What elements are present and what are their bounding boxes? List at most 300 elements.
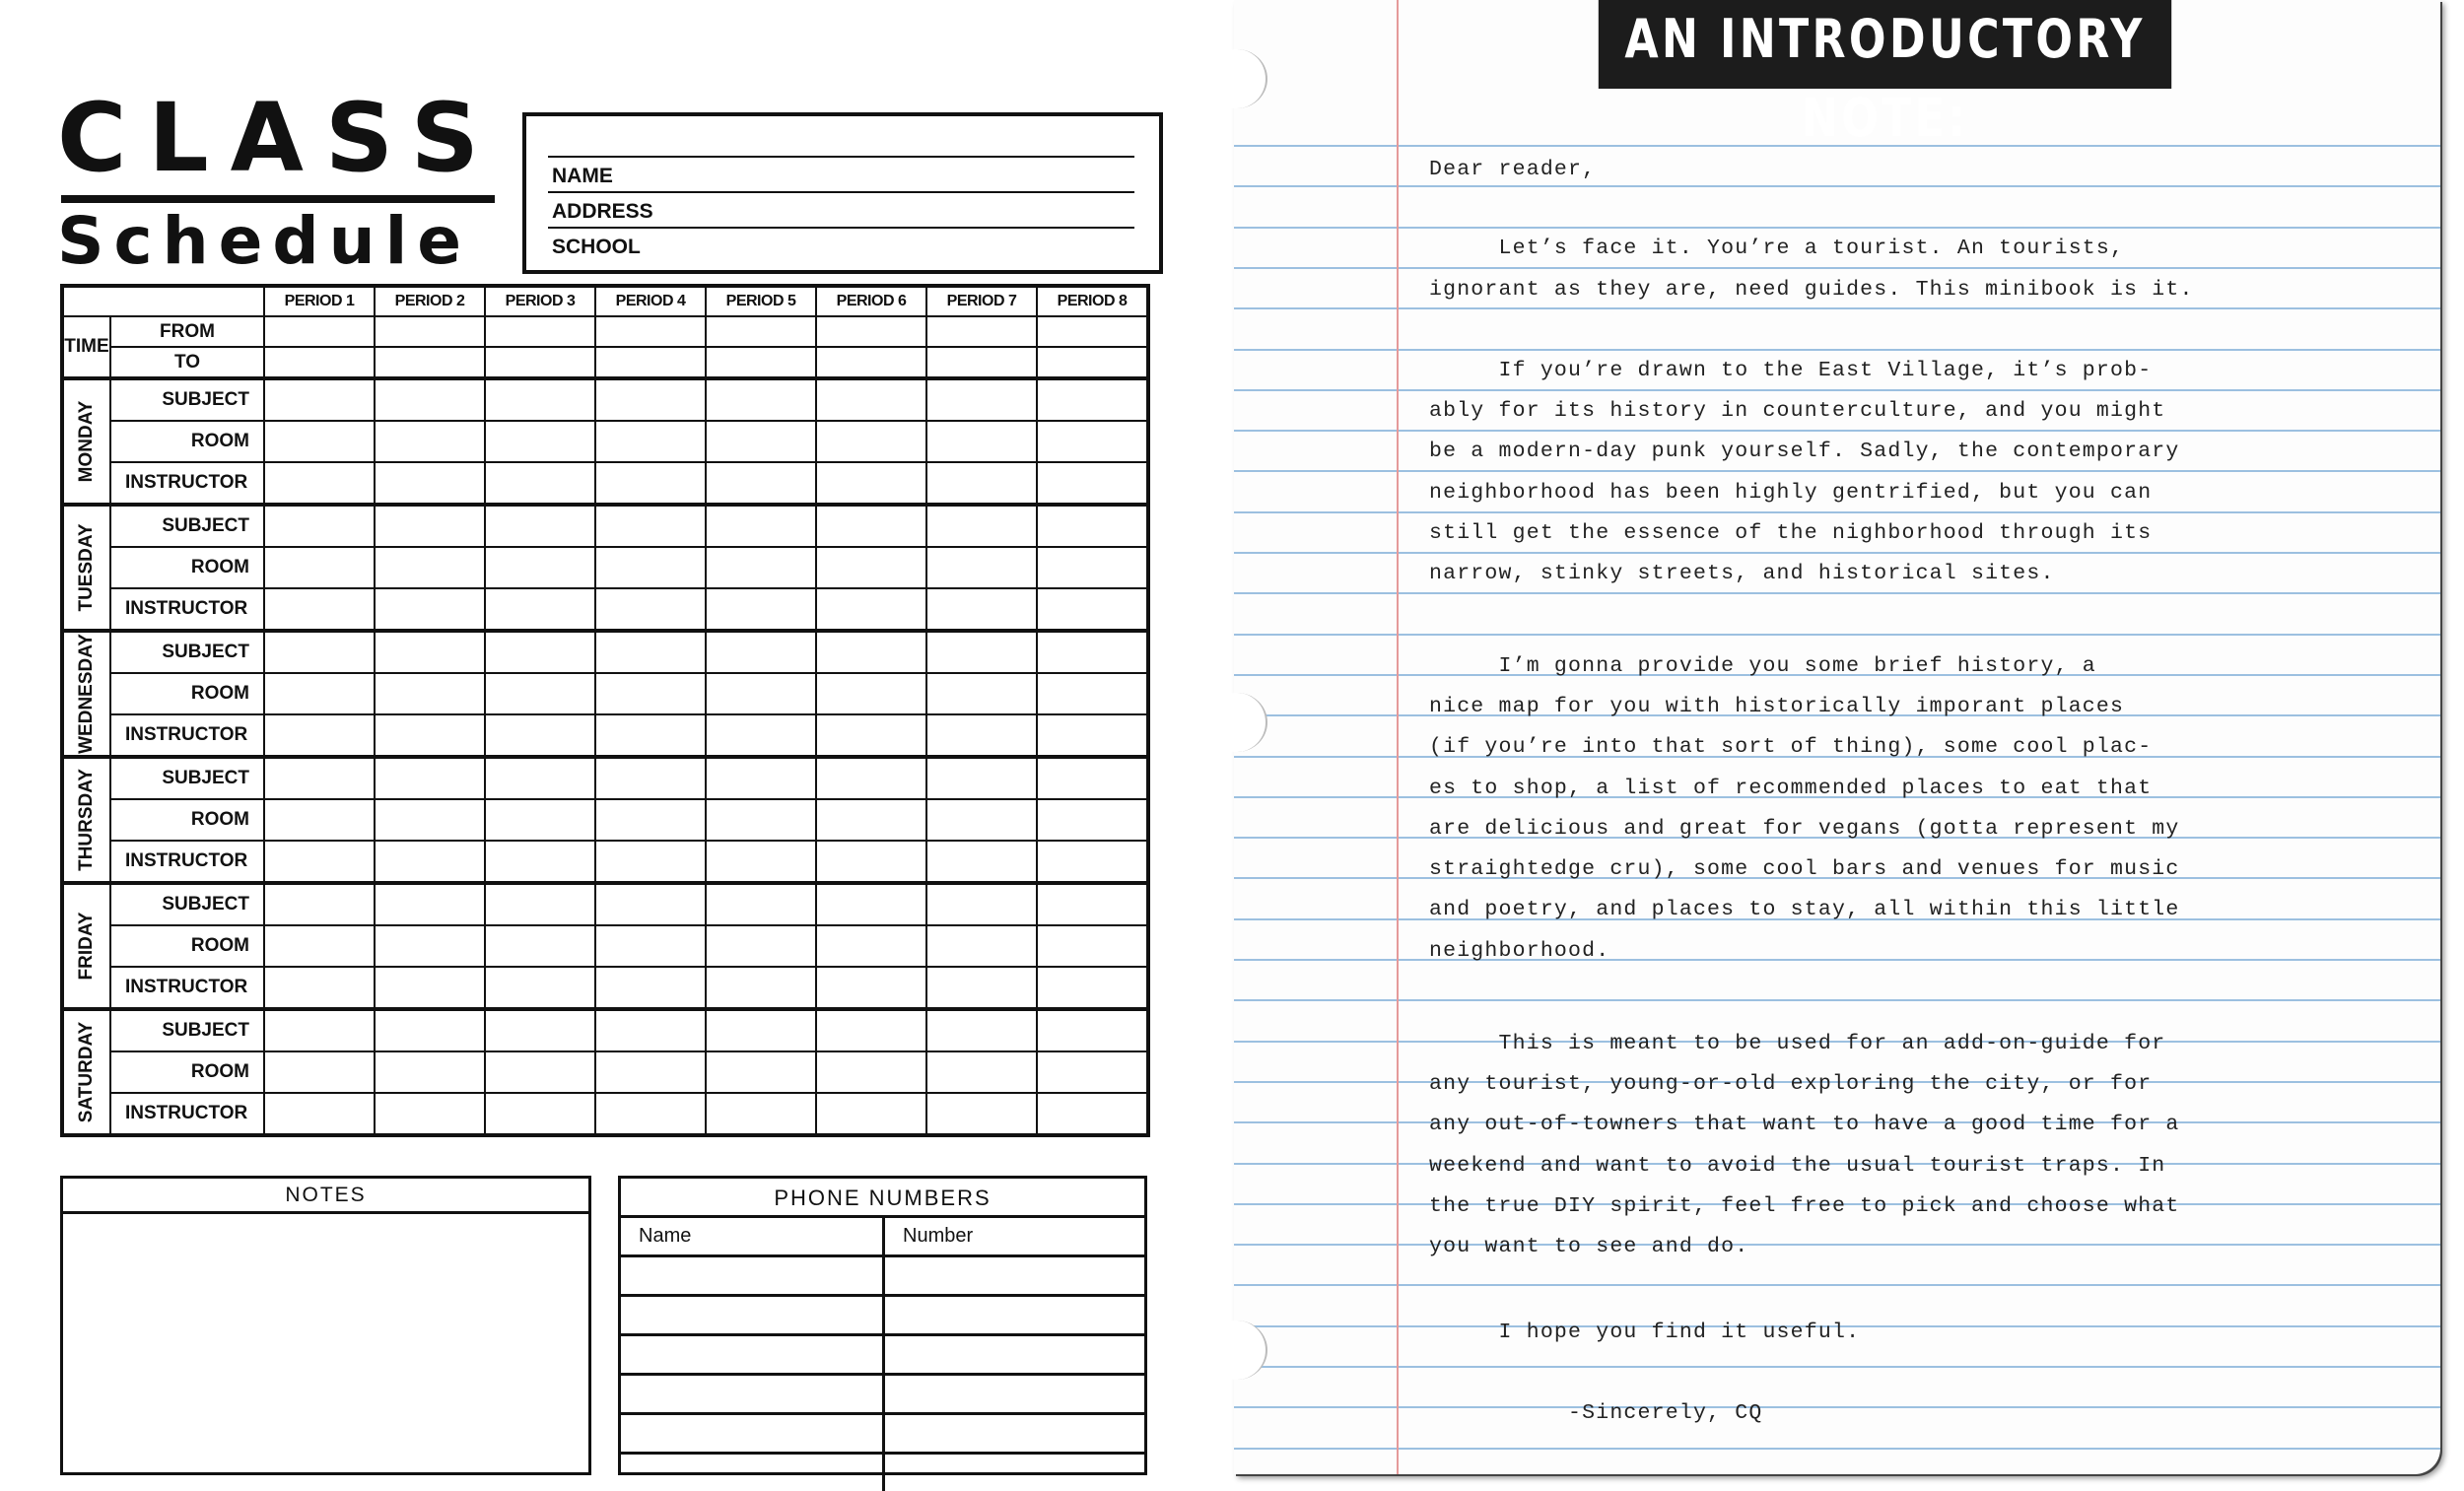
day-row	[62, 588, 1148, 631]
schedule-cell[interactable]	[1037, 631, 1148, 673]
schedule-cell[interactable]	[485, 883, 595, 925]
schedule-cell[interactable]	[375, 841, 485, 883]
schedule-cell[interactable]	[595, 673, 706, 714]
phone-number-cell[interactable]	[884, 1454, 1145, 1491]
phone-name-cell[interactable]	[621, 1296, 884, 1335]
schedule-cell[interactable]	[264, 347, 375, 378]
schedule-cell[interactable]	[926, 505, 1037, 547]
schedule-cell[interactable]	[264, 378, 375, 421]
schedule-cell[interactable]	[264, 1009, 375, 1051]
period-header: PERIOD 4	[595, 286, 706, 316]
row-label: INSTRUCTOR	[110, 462, 264, 505]
schedule-cell[interactable]	[485, 588, 595, 631]
day-label: TUESDAY	[76, 523, 98, 611]
period-header: PERIOD 8	[1037, 286, 1148, 316]
schedule-cell[interactable]	[816, 925, 926, 967]
ruled-line	[1234, 959, 2440, 961]
phone-number-cell[interactable]	[884, 1296, 1145, 1335]
schedule-cell[interactable]	[926, 883, 1037, 925]
phone-name-cell[interactable]	[621, 1335, 884, 1375]
schedule-cell[interactable]	[264, 883, 375, 925]
schedule-cell[interactable]	[375, 1009, 485, 1051]
period-header: PERIOD 1	[264, 286, 375, 316]
note-line: I hope you find it useful.	[1429, 1321, 1860, 1344]
row-label: SUBJECT	[110, 883, 264, 925]
row-label: INSTRUCTOR	[110, 841, 264, 883]
note-line: neighborhood.	[1429, 939, 1609, 963]
schedule-cell[interactable]	[485, 1009, 595, 1051]
day-label-cell	[62, 757, 110, 883]
schedule-cell[interactable]	[926, 799, 1037, 841]
schedule-cell[interactable]	[375, 631, 485, 673]
ruled-line	[1234, 470, 2440, 472]
day-row	[62, 462, 1148, 505]
note-line: ably for its history in counterculture, and you might	[1429, 399, 2165, 423]
schedule-cell[interactable]	[816, 967, 926, 1009]
ruled-line	[1234, 185, 2440, 187]
note-line: This is meant to be used for an add-on-guide for	[1429, 1032, 2165, 1055]
note-line: any tourist, young-or-old exploring the city, or for	[1429, 1072, 2152, 1096]
schedule-cell[interactable]	[926, 378, 1037, 421]
schedule-cell[interactable]	[485, 505, 595, 547]
schedule-cell[interactable]	[264, 631, 375, 673]
schedule-cell[interactable]	[1037, 421, 1148, 462]
schedule-cell[interactable]	[816, 588, 926, 631]
ruled-line	[1234, 307, 2440, 309]
notes-heading: NOTES	[63, 1179, 588, 1214]
schedule-cell[interactable]	[485, 462, 595, 505]
schedule-cell[interactable]	[264, 588, 375, 631]
binder-hole	[1206, 49, 1267, 108]
row-label: ROOM	[110, 673, 264, 714]
info-box	[522, 112, 1163, 274]
schedule-cell[interactable]	[264, 757, 375, 799]
schedule-cell[interactable]	[1037, 462, 1148, 505]
ruled-line	[1234, 592, 2440, 594]
schedule-cell[interactable]	[1037, 1093, 1148, 1135]
schedule-cell[interactable]	[816, 378, 926, 421]
schedule-cell[interactable]	[595, 378, 706, 421]
schedule-cell[interactable]	[1037, 714, 1148, 757]
ruled-line	[1234, 634, 2440, 636]
schedule-cell[interactable]	[816, 1093, 926, 1135]
schedule-cell[interactable]	[595, 883, 706, 925]
phone-name-cell[interactable]	[621, 1454, 884, 1491]
schedule-table	[60, 284, 1150, 1137]
schedule-cell[interactable]	[706, 714, 816, 757]
schedule-cell[interactable]	[706, 883, 816, 925]
schedule-cell[interactable]	[485, 547, 595, 588]
schedule-cell[interactable]	[485, 347, 595, 378]
schedule-cell[interactable]	[706, 673, 816, 714]
schedule-cell[interactable]	[485, 925, 595, 967]
schedule-cell[interactable]	[264, 673, 375, 714]
schedule-cell[interactable]	[926, 841, 1037, 883]
schedule-cell[interactable]	[375, 1051, 485, 1093]
row-label: SUBJECT	[110, 1009, 264, 1051]
schedule-cell[interactable]	[485, 841, 595, 883]
day-row	[62, 757, 1148, 799]
phone-number-cell[interactable]	[884, 1335, 1145, 1375]
ruled-line	[1234, 1406, 2440, 1408]
period-header: PERIOD 6	[816, 286, 926, 316]
schedule-cell[interactable]	[926, 462, 1037, 505]
intro-banner: AN INTRODUCTORY NOTE:	[1599, 0, 2171, 89]
schedule-cell[interactable]	[1037, 1051, 1148, 1093]
schedule-cell[interactable]	[485, 757, 595, 799]
schedule-cell[interactable]	[926, 547, 1037, 588]
day-row	[62, 883, 1148, 925]
ruled-line	[1234, 999, 2440, 1001]
schedule-cell[interactable]	[595, 547, 706, 588]
schedule-cell[interactable]	[375, 547, 485, 588]
schedule-cell[interactable]	[926, 757, 1037, 799]
schedule-cell[interactable]	[816, 631, 926, 673]
schedule-cell[interactable]	[816, 1051, 926, 1093]
schedule-cell[interactable]	[595, 421, 706, 462]
schedule-cell[interactable]	[264, 462, 375, 505]
day-label: THURSDAY	[76, 769, 98, 871]
note-line: the true DIY spirit, feel free to pick and choose what	[1429, 1194, 2180, 1218]
schedule-cell[interactable]	[264, 505, 375, 547]
corner-cell	[62, 286, 264, 316]
schedule-cell[interactable]	[485, 799, 595, 841]
schedule-cell[interactable]	[264, 1051, 375, 1093]
schedule-cell[interactable]	[264, 547, 375, 588]
schedule-cell[interactable]	[1037, 757, 1148, 799]
ruled-line	[1234, 1244, 2440, 1246]
row-label: INSTRUCTOR	[110, 714, 264, 757]
schedule-cell[interactable]	[706, 799, 816, 841]
schedule-cell[interactable]	[706, 547, 816, 588]
schedule-cell[interactable]	[595, 967, 706, 1009]
schedule-cell[interactable]	[706, 505, 816, 547]
phone-number-header: Number	[884, 1218, 1145, 1256]
day-row	[62, 378, 1148, 421]
note-line: straightedge cru), some cool bars and venues for music	[1429, 857, 2180, 881]
schedule-cell[interactable]	[375, 347, 485, 378]
schedule-cell[interactable]	[264, 1093, 375, 1135]
schedule-cell[interactable]	[595, 505, 706, 547]
phone-numbers-box	[618, 1176, 1147, 1475]
schedule-cell[interactable]	[926, 421, 1037, 462]
class-schedule-page	[0, 0, 1227, 1478]
schedule-cell[interactable]	[816, 883, 926, 925]
schedule-cell[interactable]	[375, 967, 485, 1009]
schedule-cell[interactable]	[816, 547, 926, 588]
schedule-cell[interactable]	[485, 714, 595, 757]
schedule-cell[interactable]	[926, 1009, 1037, 1051]
schedule-cell[interactable]	[485, 1093, 595, 1135]
day-row	[62, 925, 1148, 967]
day-label: MONDAY	[76, 401, 98, 483]
day-row	[62, 673, 1148, 714]
schedule-cell[interactable]	[706, 1051, 816, 1093]
school-field[interactable]: SCHOOL	[548, 229, 1134, 262]
row-label: INSTRUCTOR	[110, 967, 264, 1009]
note-line: and poetry, and places to stay, all within this little	[1429, 898, 2180, 921]
schedule-cell[interactable]	[595, 316, 706, 347]
schedule-cell[interactable]	[706, 316, 816, 347]
note-line: ignorant as they are, need guides. This minibook is it.	[1429, 278, 2194, 302]
ruled-line	[1234, 1366, 2440, 1368]
note-line: nice map for you with historically imporant places	[1429, 695, 2124, 718]
day-row	[62, 1093, 1148, 1135]
schedule-cell[interactable]	[706, 1093, 816, 1135]
schedule-cell[interactable]	[816, 841, 926, 883]
phone-row	[621, 1454, 1144, 1491]
schedule-cell[interactable]	[595, 588, 706, 631]
day-label: FRIDAY	[76, 913, 98, 981]
schedule-cell[interactable]	[485, 967, 595, 1009]
schedule-cell[interactable]	[706, 347, 816, 378]
day-row	[62, 1051, 1148, 1093]
phone-number-cell[interactable]	[884, 1256, 1145, 1296]
ruled-line	[1234, 511, 2440, 513]
schedule-cell[interactable]	[595, 757, 706, 799]
schedule-cell[interactable]	[816, 505, 926, 547]
note-line: es to shop, a list of recommended places to eat that	[1429, 777, 2152, 800]
note-line: (if you’re into that sort of thing), some cool plac-	[1429, 735, 2152, 759]
schedule-cell[interactable]	[1037, 547, 1148, 588]
schedule-cell[interactable]	[375, 462, 485, 505]
name-field[interactable]: NAME	[548, 158, 1134, 193]
time-row-label: FROM	[110, 316, 264, 347]
schedule-cell[interactable]	[595, 1051, 706, 1093]
note-line: neighborhood has been highly gentrified, but you can	[1429, 481, 2152, 505]
schedule-cell[interactable]	[375, 925, 485, 967]
title-schedule: Schedule	[57, 209, 471, 274]
day-row	[62, 799, 1148, 841]
schedule-cell[interactable]	[926, 316, 1037, 347]
schedule-cell[interactable]	[706, 757, 816, 799]
schedule-cell[interactable]	[595, 714, 706, 757]
schedule-cell[interactable]	[926, 1093, 1037, 1135]
schedule-cell[interactable]	[926, 588, 1037, 631]
schedule-cell[interactable]	[706, 967, 816, 1009]
day-row	[62, 714, 1148, 757]
schedule-cell[interactable]	[595, 925, 706, 967]
schedule-cell[interactable]	[816, 421, 926, 462]
period-header: PERIOD 2	[375, 286, 485, 316]
note-line: Let’s face it. You’re a tourist. An tourists,	[1429, 237, 2124, 260]
schedule-cell[interactable]	[264, 925, 375, 967]
period-header-row	[62, 286, 1148, 316]
phone-number-cell[interactable]	[884, 1414, 1145, 1454]
day-row	[62, 547, 1148, 588]
ruled-line	[1234, 1284, 2440, 1286]
schedule-cell[interactable]	[595, 347, 706, 378]
schedule-cell[interactable]	[485, 673, 595, 714]
schedule-cell[interactable]	[485, 316, 595, 347]
phone-row	[621, 1335, 1144, 1375]
schedule-cell[interactable]	[375, 421, 485, 462]
schedule-cell[interactable]	[375, 714, 485, 757]
schedule-cell[interactable]	[816, 714, 926, 757]
row-label: SUBJECT	[110, 631, 264, 673]
note-line: weekend and want to avoid the usual tourist traps. In	[1429, 1154, 2165, 1178]
schedule-cell[interactable]	[595, 841, 706, 883]
schedule-cell[interactable]	[706, 925, 816, 967]
note-line: Dear reader,	[1429, 158, 1596, 181]
day-row	[62, 841, 1148, 883]
schedule-cell[interactable]	[264, 316, 375, 347]
schedule-cell[interactable]	[264, 967, 375, 1009]
schedule-cell[interactable]	[595, 799, 706, 841]
schedule-cell[interactable]	[926, 673, 1037, 714]
phone-name-cell[interactable]	[621, 1375, 884, 1414]
ruled-line	[1234, 430, 2440, 432]
schedule-cell[interactable]	[595, 462, 706, 505]
phone-name-header: Name	[621, 1218, 884, 1256]
schedule-cell[interactable]	[485, 1051, 595, 1093]
schedule-cell[interactable]	[706, 588, 816, 631]
schedule-cell[interactable]	[926, 967, 1037, 1009]
schedule-cell[interactable]	[816, 347, 926, 378]
note-line: any out-of-towners that want to have a good time for a	[1429, 1113, 2180, 1136]
schedule-cell[interactable]	[816, 799, 926, 841]
schedule-cell[interactable]	[375, 757, 485, 799]
schedule-cell[interactable]	[264, 421, 375, 462]
day-label-cell	[62, 1009, 110, 1135]
schedule-cell[interactable]	[485, 378, 595, 421]
title-rule	[61, 195, 495, 203]
schedule-cell[interactable]	[595, 1009, 706, 1051]
note-line: you want to see and do.	[1429, 1235, 1748, 1258]
period-header: PERIOD 7	[926, 286, 1037, 316]
binder-hole	[1206, 1321, 1267, 1380]
row-label: ROOM	[110, 799, 264, 841]
address-field[interactable]: ADDRESS	[548, 193, 1134, 229]
schedule-cell[interactable]	[706, 631, 816, 673]
note-line: still get the essence of the nighborhood through its	[1429, 521, 2152, 545]
schedule-cell[interactable]	[926, 1051, 1037, 1093]
schedule-cell[interactable]	[816, 673, 926, 714]
day-label-cell	[62, 883, 110, 1009]
schedule-cell[interactable]	[264, 841, 375, 883]
schedule-cell[interactable]	[1037, 347, 1148, 378]
row-label: INSTRUCTOR	[110, 588, 264, 631]
phone-name-cell[interactable]	[621, 1414, 884, 1454]
binder-hole	[1206, 693, 1267, 752]
time-label: TIME	[62, 316, 110, 378]
schedule-cell[interactable]	[1037, 588, 1148, 631]
phone-row	[621, 1256, 1144, 1296]
schedule-cell[interactable]	[375, 673, 485, 714]
phone-row	[621, 1375, 1144, 1414]
schedule-cell[interactable]	[485, 421, 595, 462]
day-label-cell	[62, 631, 110, 757]
ruled-line	[1234, 267, 2440, 269]
note-line: be a modern-day punk yourself. Sadly, the contemporary	[1429, 440, 2180, 463]
schedule-cell[interactable]	[485, 631, 595, 673]
day-label-cell	[62, 505, 110, 631]
schedule-cell[interactable]	[706, 378, 816, 421]
day-row	[62, 505, 1148, 547]
note-line: I’m gonna provide you some brief history, a	[1429, 654, 2096, 678]
schedule-cell[interactable]	[375, 799, 485, 841]
schedule-cell[interactable]	[375, 883, 485, 925]
schedule-cell[interactable]	[1037, 673, 1148, 714]
schedule-cell[interactable]	[706, 1009, 816, 1051]
ruled-line	[1234, 227, 2440, 229]
row-label: ROOM	[110, 925, 264, 967]
ruled-line	[1234, 389, 2440, 391]
schedule-cell[interactable]	[1037, 967, 1148, 1009]
schedule-cell[interactable]	[595, 1093, 706, 1135]
schedule-cell[interactable]	[595, 631, 706, 673]
schedule-cell[interactable]	[1037, 505, 1148, 547]
schedule-cell[interactable]	[816, 1009, 926, 1051]
phone-heading: PHONE NUMBERS	[621, 1179, 1144, 1218]
schedule-cell[interactable]	[375, 378, 485, 421]
note-line: are delicious and great for vegans (gotta represent my	[1429, 817, 2180, 841]
phone-name-cell[interactable]	[621, 1256, 884, 1296]
schedule-cell[interactable]	[1037, 1009, 1148, 1051]
row-label: ROOM	[110, 547, 264, 588]
schedule-cell[interactable]	[706, 421, 816, 462]
row-label: ROOM	[110, 421, 264, 462]
row-label: SUBJECT	[110, 378, 264, 421]
schedule-cell[interactable]	[706, 841, 816, 883]
schedule-cell[interactable]	[375, 1093, 485, 1135]
row-label: SUBJECT	[110, 757, 264, 799]
margin-line	[1397, 0, 1399, 1474]
schedule-cell[interactable]	[375, 588, 485, 631]
schedule-cell[interactable]	[264, 714, 375, 757]
schedule-cell[interactable]	[816, 757, 926, 799]
note-line: -Sincerely, CQ	[1429, 1401, 1762, 1425]
day-label-cell	[62, 378, 110, 505]
ruled-line	[1234, 349, 2440, 351]
notes-box	[60, 1176, 591, 1475]
schedule-cell[interactable]	[926, 347, 1037, 378]
schedule-cell[interactable]	[926, 925, 1037, 967]
day-row	[62, 631, 1148, 673]
day-row	[62, 967, 1148, 1009]
schedule-cell[interactable]	[816, 316, 926, 347]
phone-number-cell[interactable]	[884, 1375, 1145, 1414]
schedule-cell[interactable]	[1037, 925, 1148, 967]
schedule-cell[interactable]	[1037, 378, 1148, 421]
schedule-cell[interactable]	[264, 799, 375, 841]
time-row-label: TO	[110, 347, 264, 378]
phone-table	[621, 1218, 1144, 1491]
row-label: SUBJECT	[110, 505, 264, 547]
schedule-cell[interactable]	[1037, 841, 1148, 883]
title-class: CLASS	[57, 91, 501, 185]
schedule-cell[interactable]	[375, 505, 485, 547]
ruled-line	[1234, 1448, 2440, 1450]
note-line: narrow, stinky streets, and historical sites.	[1429, 562, 2055, 585]
schedule-cell[interactable]	[375, 316, 485, 347]
day-row	[62, 421, 1148, 462]
phone-row	[621, 1414, 1144, 1454]
schedule-cell[interactable]	[1037, 883, 1148, 925]
phone-header-row	[621, 1218, 1144, 1256]
ruled-line	[1234, 552, 2440, 554]
schedule-cell[interactable]	[926, 714, 1037, 757]
schedule-cell[interactable]	[1037, 799, 1148, 841]
schedule-cell[interactable]	[706, 462, 816, 505]
time-row	[62, 316, 1148, 347]
row-label: ROOM	[110, 1051, 264, 1093]
schedule-cell[interactable]	[1037, 316, 1148, 347]
period-header: PERIOD 3	[485, 286, 595, 316]
note-line: If you’re drawn to the East Village, it’s prob-	[1429, 359, 2152, 382]
schedule-cell[interactable]	[926, 631, 1037, 673]
schedule-cell[interactable]	[816, 462, 926, 505]
